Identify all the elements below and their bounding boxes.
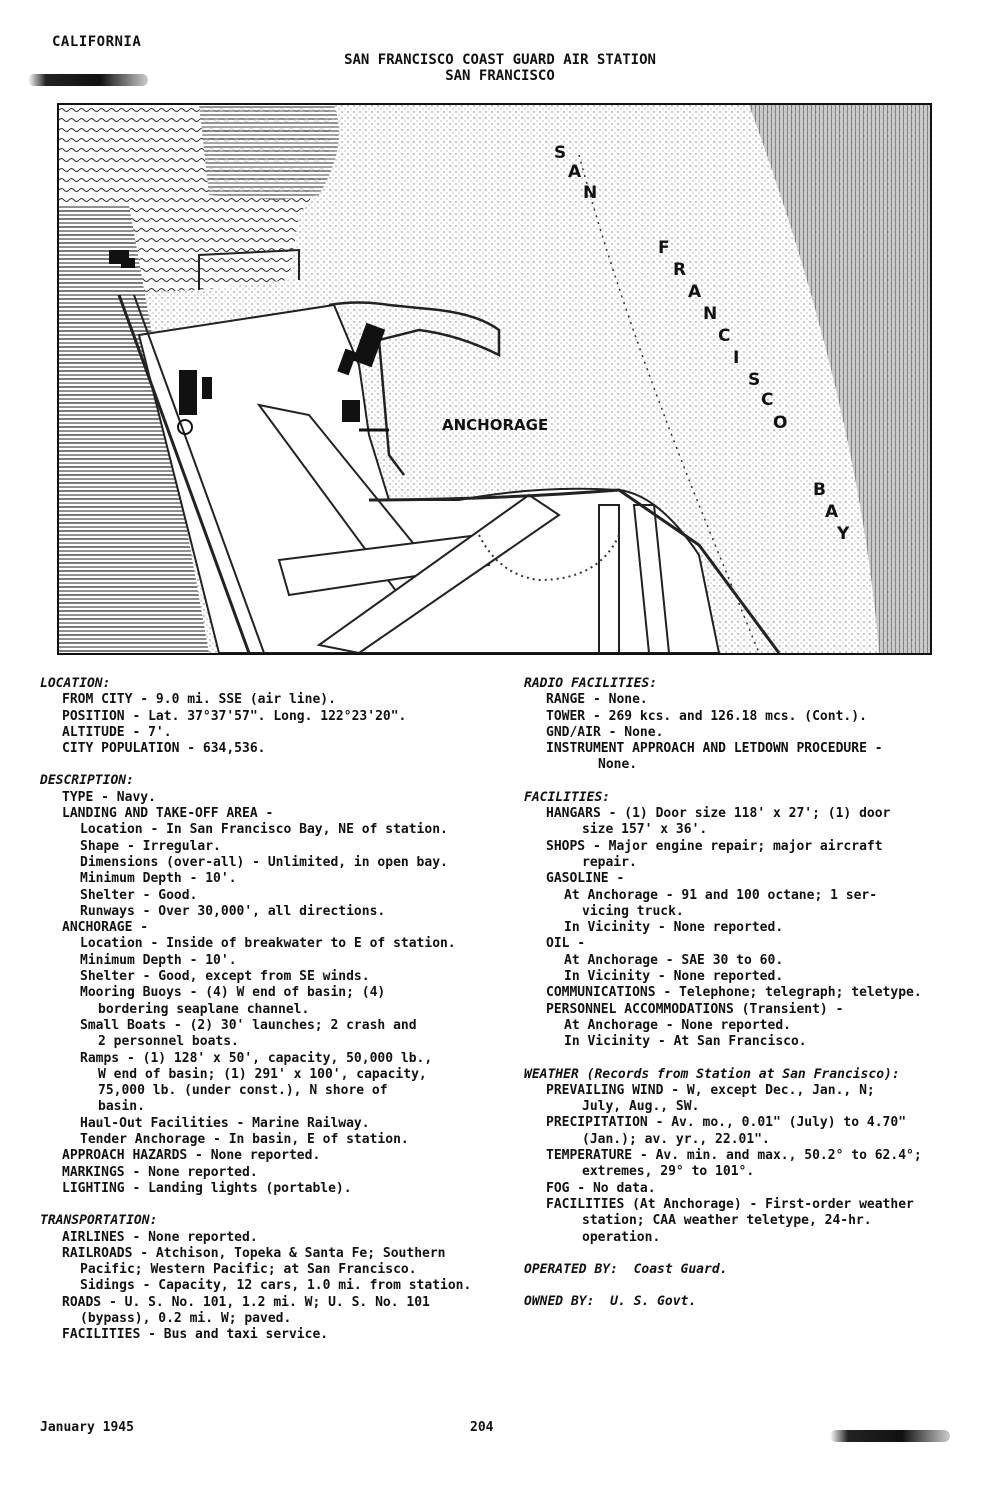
left-column [40, 676, 490, 1344]
text-line: FACILITIES (At Anchorage) - First-order weather [546, 1196, 914, 1212]
text-line: At Anchorage - 91 and 100 octane; 1 ser- [564, 887, 878, 903]
text-line [40, 1197, 490, 1213]
text-line: GASOLINE - [546, 871, 625, 887]
text-line: At Anchorage - None reported. [564, 1017, 791, 1033]
text-line: ANCHORAGE - [62, 920, 149, 936]
text-line: In Vicinity - None reported. [564, 969, 784, 985]
bay-letter: C [718, 326, 731, 346]
section-heading: RADIO FACILITIES: [524, 676, 658, 691]
text-line: TOWER - 269 kcs. and 126.18 mcs. (Cont.). [546, 708, 867, 724]
text-line: (bypass), 0.2 mi. W; paved. [80, 1310, 292, 1326]
right-column [524, 676, 944, 1310]
city-blocks-north [199, 105, 339, 200]
redaction-smudge-top [28, 74, 148, 86]
text-line: AIRLINES - None reported. [62, 1229, 258, 1245]
text-line: bordering seaplane channel. [98, 1001, 310, 1017]
page-number: 204 [470, 1420, 494, 1435]
text-line [40, 757, 490, 773]
text-line: Runways - Over 30,000', all directions. [80, 903, 386, 919]
bay-letter: A [568, 162, 582, 182]
bay-letter: N [703, 304, 718, 324]
map-drawing [59, 105, 930, 653]
text-line: Haul-Out Facilities - Marine Railway. [80, 1115, 370, 1131]
text-line: Minimum Depth - 10'. [80, 952, 237, 968]
text-line: 75,000 lb. (under const.), N shore of [98, 1083, 388, 1099]
text-line: operation. [582, 1229, 661, 1245]
section-heading: LOCATION: [40, 676, 111, 691]
text-line: LIGHTING - Landing lights (portable). [62, 1180, 352, 1196]
text-line [524, 1246, 944, 1262]
bay-letter: C [761, 390, 774, 410]
text-line: PREVAILING WIND - W, except Dec., Jan., N; [546, 1082, 875, 1098]
text-line: vicing truck. [582, 903, 684, 919]
section-heading: OWNED BY: U. S. Govt. [524, 1294, 697, 1310]
station-map [57, 103, 932, 655]
text-line: basin. [98, 1099, 145, 1115]
text-line: extremes, 29° to 101°. [582, 1164, 755, 1180]
text-line: size 157' x 36'. [582, 822, 708, 838]
text-line: July, Aug., SW. [582, 1099, 700, 1115]
bay-letter: S [748, 370, 761, 390]
bay-letter: I [733, 348, 740, 368]
bay-letter: O [773, 413, 788, 433]
text-line: Location - In San Francisco Bay, NE of station. [80, 822, 448, 838]
text-line: Shape - Irregular. [80, 838, 221, 854]
text-line: OIL - [546, 936, 586, 952]
section-heading: TRANSPORTATION: [40, 1213, 158, 1229]
section-heading: FACILITIES: [524, 789, 611, 805]
text-line: In Vicinity - None reported. [564, 920, 784, 936]
text-line: ROADS - U. S. No. 101, 1.2 mi. W; U. S. No. 101 [62, 1294, 430, 1310]
text-line: Sidings - Capacity, 12 cars, 1.0 mi. from station. [80, 1278, 472, 1294]
text-line: FOG - No data. [546, 1180, 656, 1196]
text-line: W end of basin; (1) 291' x 100', capacity, [98, 1066, 427, 1082]
text-line [524, 774, 944, 790]
section-heading: OPERATED BY: Coast Guard. [524, 1261, 728, 1277]
text-line: Tender Anchorage - In basin, E of station. [80, 1132, 409, 1148]
text-line: POSITION - Lat. 37°37'57". Long. 122°23'20". [62, 708, 407, 724]
text-line: Minimum Depth - 10'. [80, 871, 237, 887]
title-line-1: SAN FRANCISCO COAST GUARD AIR STATION [344, 52, 656, 68]
text-line: PRECIPITATION - Av. mo., 0.01" (July) to 4.70" [546, 1115, 907, 1131]
page-title [300, 52, 700, 84]
text-line: INSTRUMENT APPROACH AND LETDOWN PROCEDURE - [546, 741, 883, 757]
bay-letter: Y [837, 524, 850, 544]
bay-letter: R [673, 260, 687, 280]
text-line: CITY POPULATION - 634,536. [62, 741, 266, 757]
text-line [524, 1278, 944, 1294]
bay-letter: A [688, 282, 702, 302]
text-line: ALTITUDE - 7'. [62, 724, 172, 740]
text-line: FACILITIES - Bus and taxi service. [62, 1327, 329, 1343]
title-line-2: SAN FRANCISCO [445, 68, 555, 84]
text-line: SHOPS - Major engine repair; major aircraft [546, 838, 883, 854]
text-line: repair. [582, 854, 637, 870]
text-line: TYPE - Navy. [62, 789, 156, 805]
text-line: APPROACH HAZARDS - None reported. [62, 1148, 321, 1164]
text-line: LANDING AND TAKE-OFF AREA - [62, 806, 274, 822]
text-line: COMMUNICATIONS - Telephone; telegraph; teletype. [546, 985, 922, 1001]
bay-letter: B [813, 480, 826, 500]
text-line: station; CAA weather teletype, 24-hr. [582, 1213, 872, 1229]
text-line: Small Boats - (2) 30' launches; 2 crash and [80, 1017, 417, 1033]
bay-letter: A [825, 502, 839, 522]
state-label: CALIFORNIA [52, 34, 142, 50]
text-line: RANGE - None. [546, 692, 648, 708]
text-line: MARKINGS - None reported. [62, 1164, 258, 1180]
section-heading: WEATHER (Records from Station at San Francisco): [524, 1066, 900, 1082]
text-line: FROM CITY - 9.0 mi. SSE (air line). [62, 692, 336, 708]
text-line: Location - Inside of breakwater to E of station. [80, 936, 456, 952]
section-heading: DESCRIPTION: [40, 773, 134, 789]
bay-letter: N [583, 183, 598, 203]
text-line: Shelter - Good. [80, 887, 198, 903]
text-line: Shelter - Good, except from SE winds. [80, 969, 370, 985]
text-line: RAILROADS - Atchison, Topeka & Santa Fe; Southern [62, 1245, 446, 1261]
text-line: (Jan.); av. yr., 22.01". [582, 1131, 770, 1147]
text-line: Dimensions (over-all) - Unlimited, in open bay. [80, 854, 448, 870]
bay-letter: F [658, 238, 670, 258]
text-line [524, 1051, 944, 1067]
text-line: At Anchorage - SAE 30 to 60. [564, 952, 784, 968]
anchorage-label: ANCHORAGE [442, 416, 549, 434]
text-line: In Vicinity - At San Francisco. [564, 1034, 807, 1050]
text-line: PERSONNEL ACCOMMODATIONS (Transient) - [546, 1001, 844, 1017]
text-line: 2 personnel boats. [98, 1034, 239, 1050]
text-line: GND/AIR - None. [546, 724, 664, 740]
text-line: Pacific; Western Pacific; at San Francisco. [80, 1262, 417, 1278]
bay-letter: S [554, 143, 567, 163]
footer-date: January 1945 [40, 1420, 134, 1435]
text-line: None. [598, 757, 638, 773]
text-line: HANGARS - (1) Door size 118' x 27'; (1) door [546, 806, 891, 822]
redaction-smudge-bottom [830, 1430, 950, 1442]
text-line: Mooring Buoys - (4) W end of basin; (4) [80, 985, 386, 1001]
text-line: TEMPERATURE - Av. min. and max., 50.2° to 62.4°; [546, 1148, 922, 1164]
text-line: Ramps - (1) 128' x 50', capacity, 50,000 lb., [80, 1050, 433, 1066]
